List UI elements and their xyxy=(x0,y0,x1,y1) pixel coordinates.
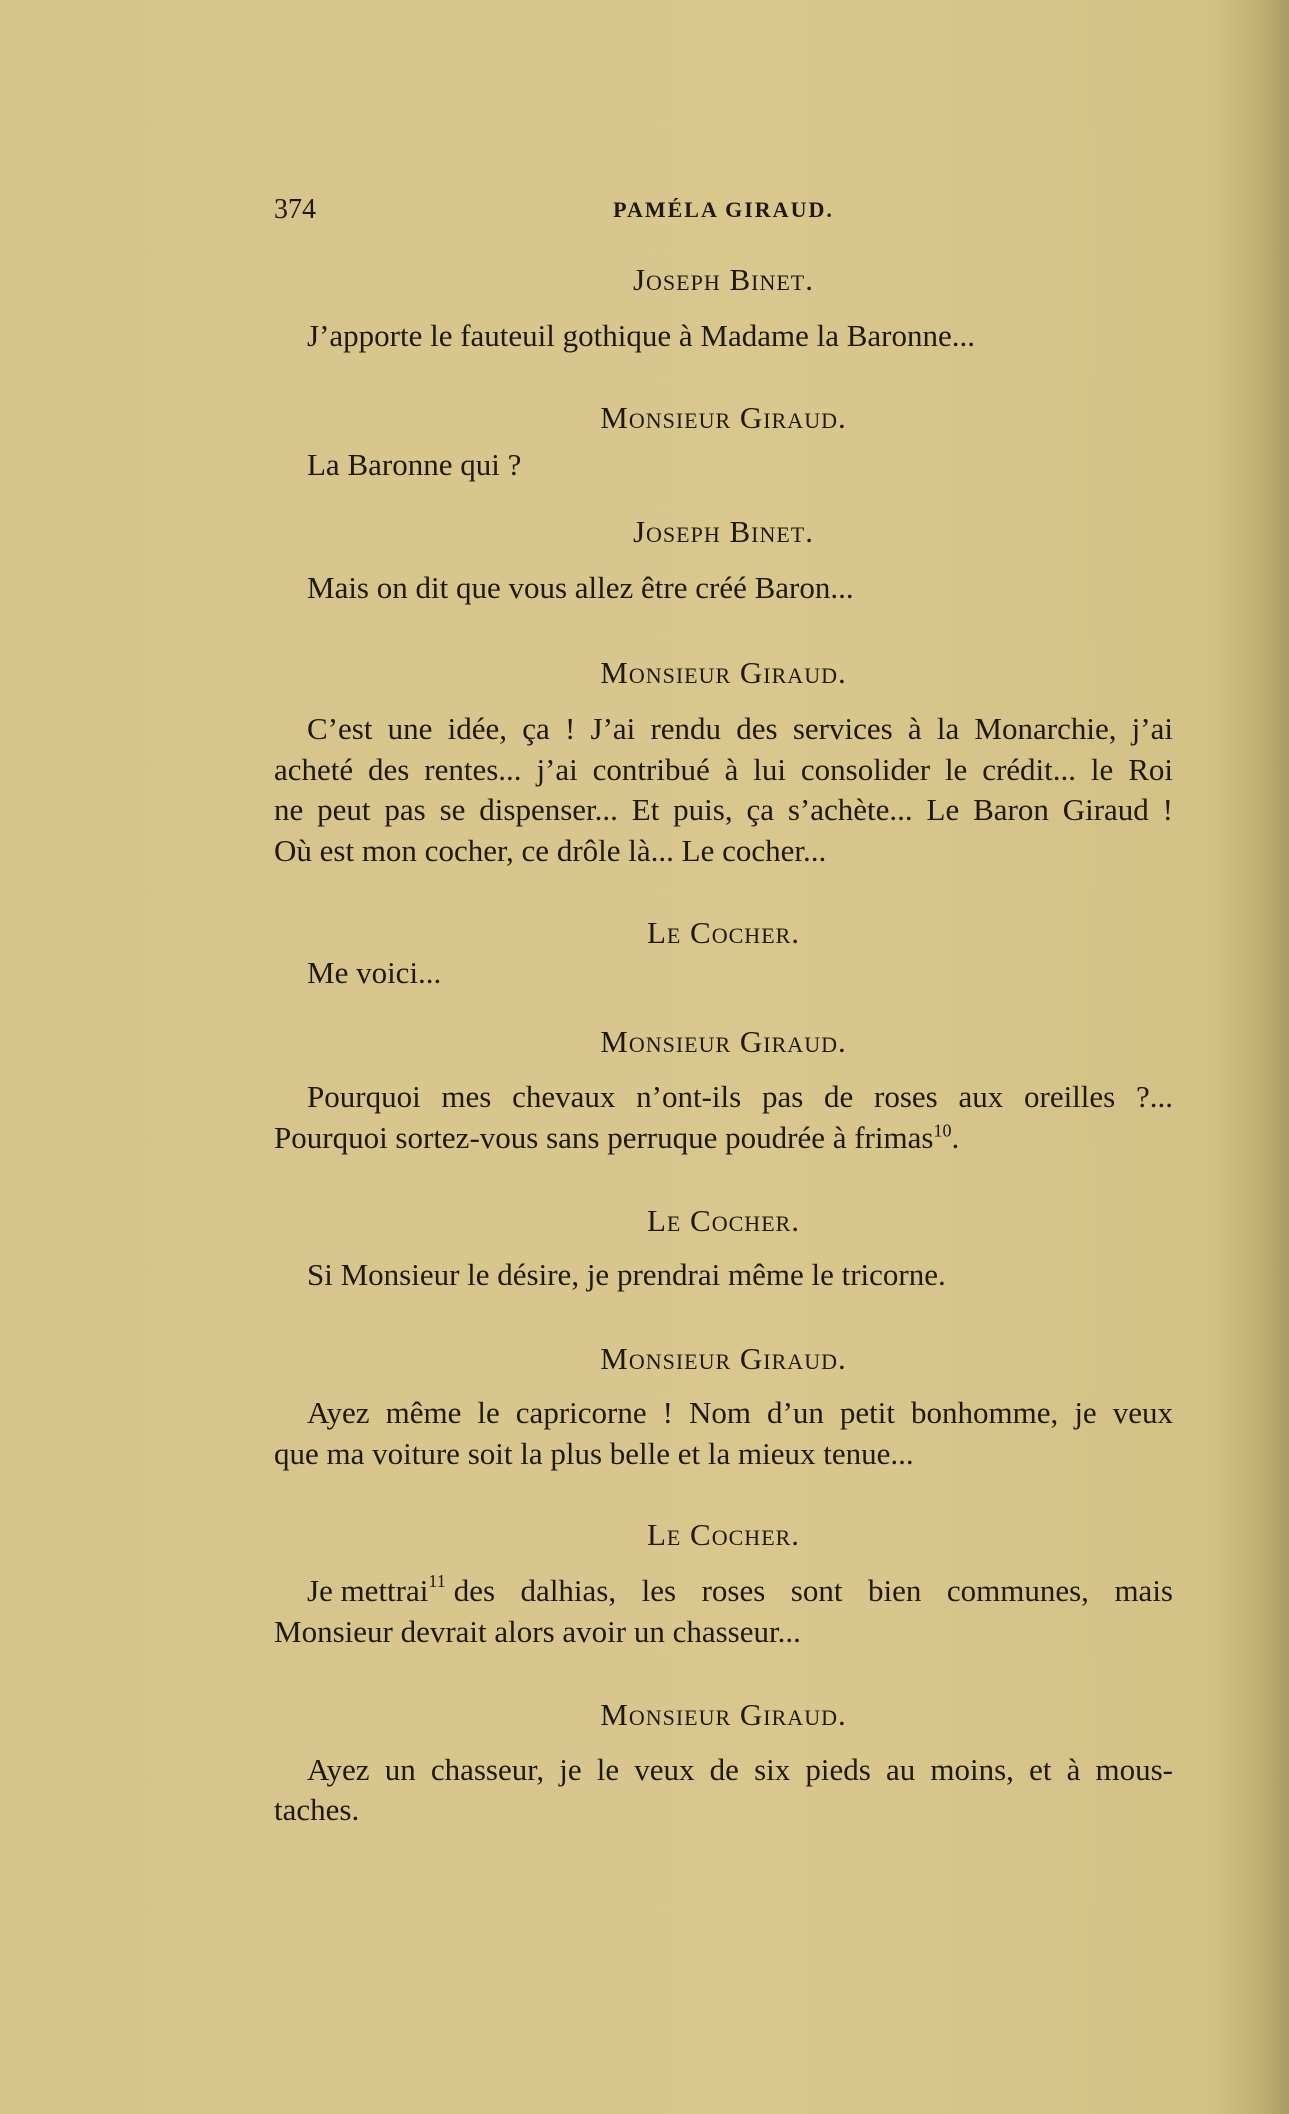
speaker-name: Monsieur Giraud. xyxy=(600,1024,847,1059)
dialogue-line: Pourquoi mes chevaux n’ont-ils pas de roses aux oreilles ?... xyxy=(307,1079,1173,1114)
speaker-name: Le Cocher. xyxy=(646,1517,801,1552)
dialogue-line xyxy=(274,1118,1173,1158)
dialogue-line: que ma voiture soit la plus belle et la mieux tenue... xyxy=(274,1436,914,1471)
speaker-name: Joseph Binet. xyxy=(632,262,815,297)
line-text: Pourquoi sortez-vous sans perruque poudrée à frimas xyxy=(274,1120,934,1155)
dialogue-line: taches. xyxy=(274,1792,360,1827)
dialogue-line: Ayez même le capricorne ! Nom d’un petit bonhomme, je veux xyxy=(307,1395,1173,1430)
dialogue-line: Si Monsieur le désire, je prendrai même le tricorne. xyxy=(307,1257,946,1292)
speaker-name: Monsieur Giraud. xyxy=(600,655,847,690)
dialogue-line: La Baronne qui ? xyxy=(307,447,522,482)
dialogue-line: J’apporte le fauteuil gothique à Madame la Baronne... xyxy=(307,318,975,353)
speaker-name: Monsieur Giraud. xyxy=(600,400,847,435)
running-header xyxy=(274,190,1173,230)
speaker-name: Monsieur Giraud. xyxy=(600,1697,847,1732)
page-number: 374 xyxy=(274,194,316,225)
dialogue-line: Ayez un chasseur, je le veux de six pieds au moins, et à mous- xyxy=(307,1752,1173,1787)
dialogue-line: Monsieur devrait alors avoir un chasseur... xyxy=(274,1614,801,1649)
speaker-name: Joseph Binet. xyxy=(632,514,815,549)
line-text: des dalhias, les roses sont bien communes, mais xyxy=(453,1573,1173,1608)
speaker-name: Monsieur Giraud. xyxy=(600,1341,847,1376)
footnote-ref[interactable]: 11 xyxy=(428,1571,446,1591)
dialogue-line: Me voici... xyxy=(307,955,442,990)
footnote-ref[interactable]: 10 xyxy=(933,1120,952,1141)
running-title: PAMÉLA GIRAUD. xyxy=(613,197,834,222)
speaker-name: Le Cocher. xyxy=(646,1203,801,1238)
dialogue-line: Mais on dit que vous allez être créé Baron... xyxy=(307,570,854,605)
dialogue-line: C’est une idée, ça ! J’ai rendu des services à la Monarchie, j’ai xyxy=(307,711,1173,746)
dialogue-line: Où est mon cocher, ce drôle là... Le cocher... xyxy=(274,833,827,868)
line-text: Je mettrai xyxy=(307,1573,429,1608)
dialogue-line xyxy=(307,1571,1173,1611)
dialogue-line: acheté des rentes... j’ai contribué à lui consolider le crédit... le Roi xyxy=(274,752,1173,787)
dialogue-line: ne peut pas se dispenser... Et puis, ça s’achète... Le Baron Giraud ! xyxy=(274,792,1173,827)
line-text: . xyxy=(951,1120,960,1155)
speaker-name: Le Cocher. xyxy=(646,915,801,950)
